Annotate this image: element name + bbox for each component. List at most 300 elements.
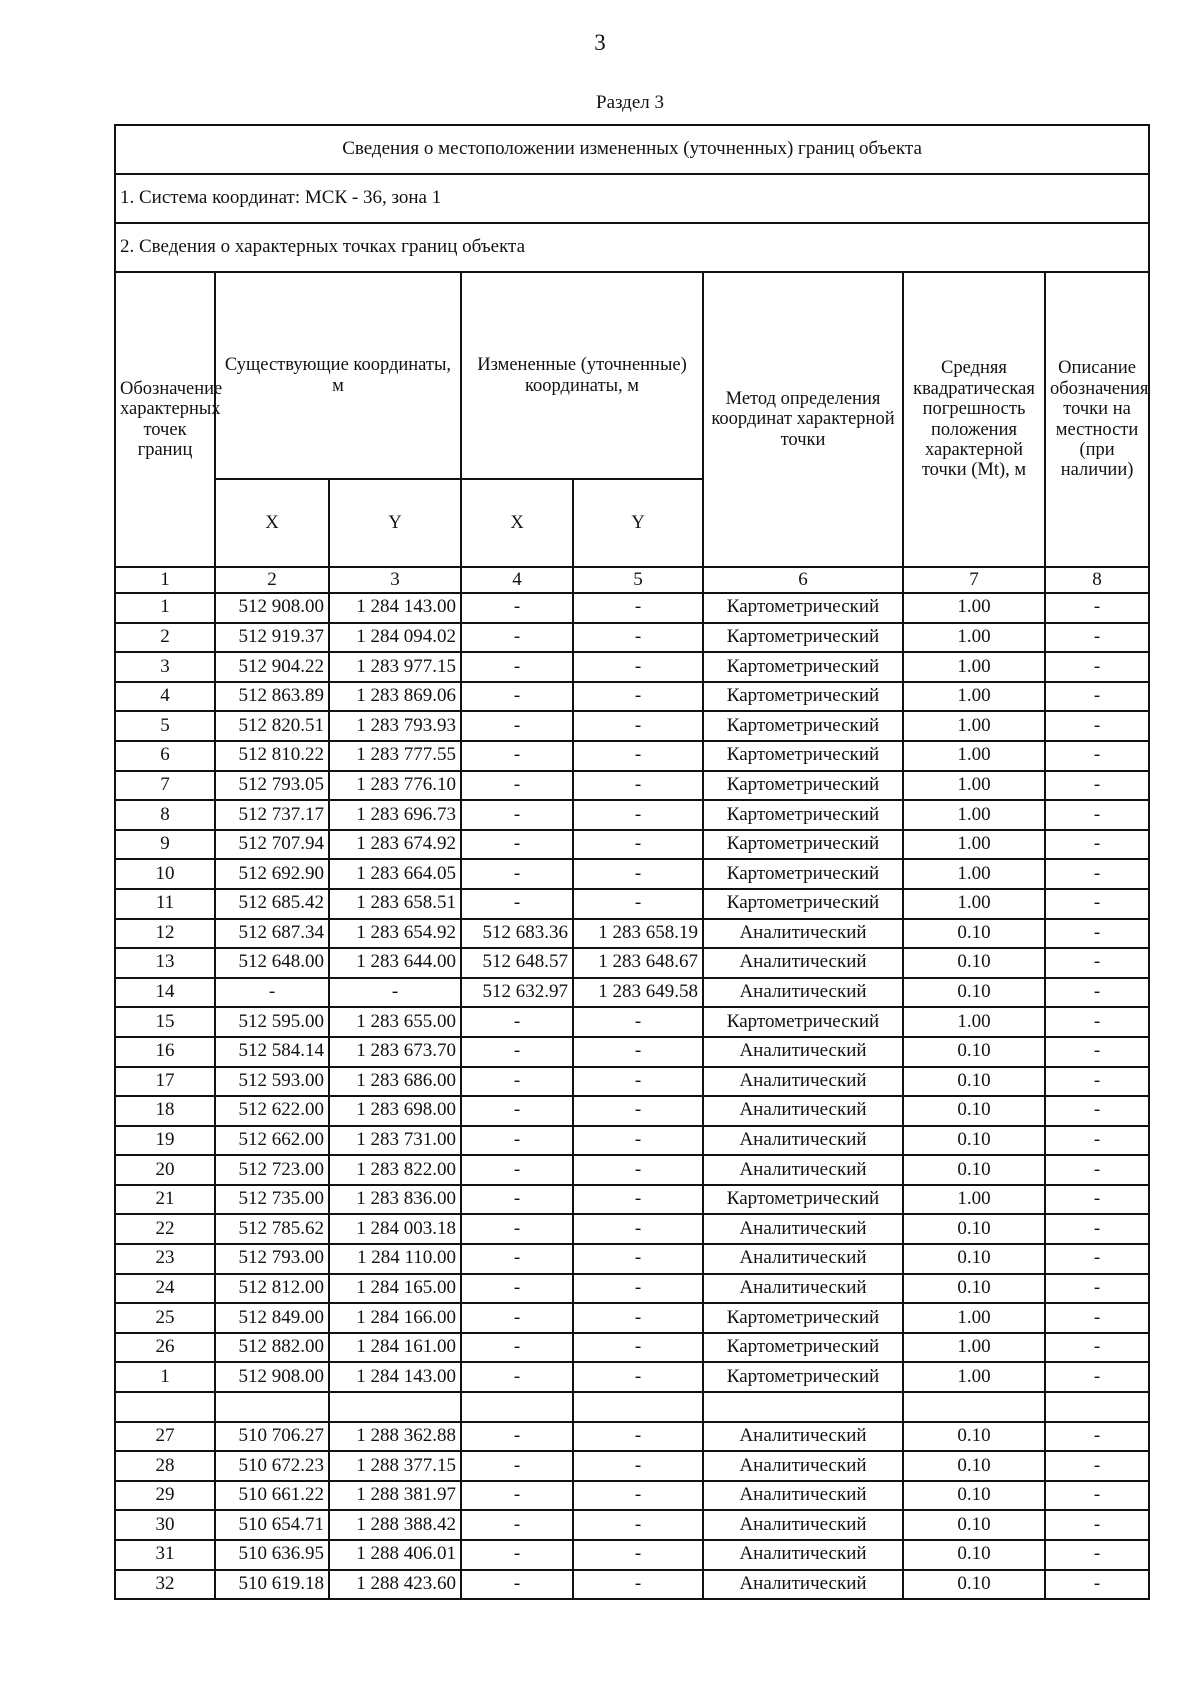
cell-method: Аналитический: [703, 1510, 903, 1540]
cell-existing-x: 512 793.00: [215, 1244, 329, 1274]
table-row: [115, 1155, 1149, 1185]
cell-accuracy: 0.10: [903, 1274, 1045, 1304]
cell-changed-y: -: [573, 1451, 703, 1481]
cell-changed-y: [573, 1392, 703, 1422]
cell-changed-y: -: [573, 1155, 703, 1185]
cell-method: Картометрический: [703, 1007, 903, 1037]
cell-description: -: [1045, 1155, 1149, 1185]
cell-existing-x: 512 595.00: [215, 1007, 329, 1037]
cell-changed-y: -: [573, 623, 703, 653]
cell-existing-y: 1 283 731.00: [329, 1126, 461, 1156]
cell-point-number: 3: [115, 652, 215, 682]
table-row: [115, 978, 1149, 1008]
cell-point-number: 30: [115, 1510, 215, 1540]
cell-accuracy: 0.10: [903, 1067, 1045, 1097]
cell-changed-x: -: [461, 800, 573, 830]
cell-point-number: 14: [115, 978, 215, 1008]
cell-existing-x: 512 908.00: [215, 1362, 329, 1392]
cell-existing-y: 1 284 094.02: [329, 623, 461, 653]
table-row: [115, 1333, 1149, 1363]
cell-changed-y: -: [573, 1274, 703, 1304]
cell-changed-x: -: [461, 711, 573, 741]
cell-accuracy: 0.10: [903, 1214, 1045, 1244]
cell-accuracy: 1.00: [903, 1303, 1045, 1333]
cell-accuracy: 1.00: [903, 830, 1045, 860]
cell-existing-y: 1 288 423.60: [329, 1570, 461, 1600]
cell-existing-y: 1 284 165.00: [329, 1274, 461, 1304]
cell-changed-y: -: [573, 889, 703, 919]
cell-description: -: [1045, 948, 1149, 978]
cell-changed-y: -: [573, 1570, 703, 1600]
cell-existing-x: 512 785.62: [215, 1214, 329, 1244]
cell-changed-x: -: [461, 1540, 573, 1570]
cell-method: Картометрический: [703, 711, 903, 741]
cell-description: -: [1045, 711, 1149, 741]
cell-description: -: [1045, 1037, 1149, 1067]
table-row: [115, 1570, 1149, 1600]
table-row: [115, 1274, 1149, 1304]
cell-existing-y: 1 288 406.01: [329, 1540, 461, 1570]
cell-changed-x: -: [461, 1126, 573, 1156]
cell-changed-x: -: [461, 1274, 573, 1304]
cell-point-number: 8: [115, 800, 215, 830]
cell-method: Картометрический: [703, 623, 903, 653]
column-number: 1: [115, 567, 215, 593]
table-row: [115, 1185, 1149, 1215]
header-changed: Измененные (уточненные) координаты, м: [461, 272, 703, 479]
cell-point-number: 2: [115, 623, 215, 653]
cell-point-number: 11: [115, 889, 215, 919]
cell-accuracy: 0.10: [903, 1126, 1045, 1156]
cell-existing-y: 1 283 664.05: [329, 859, 461, 889]
cell-point-number: 27: [115, 1422, 215, 1452]
cell-changed-x: -: [461, 1422, 573, 1452]
cell-existing-y: 1 283 793.93: [329, 711, 461, 741]
cell-existing-y: 1 284 161.00: [329, 1333, 461, 1363]
cell-existing-x: 510 661.22: [215, 1481, 329, 1511]
cell-changed-y: -: [573, 1037, 703, 1067]
cell-existing-x: 510 636.95: [215, 1540, 329, 1570]
cell-method: Картометрический: [703, 800, 903, 830]
cell-method: Картометрический: [703, 830, 903, 860]
cell-accuracy: 0.10: [903, 1244, 1045, 1274]
cell-existing-x: 512 687.34: [215, 919, 329, 949]
table-row: [115, 711, 1149, 741]
page-number: 3: [594, 30, 606, 55]
section-label: Раздел 3: [596, 92, 664, 113]
cell-method: Картометрический: [703, 1333, 903, 1363]
cell-accuracy: 1.00: [903, 1007, 1045, 1037]
column-number: 3: [329, 567, 461, 593]
table-row: [115, 1362, 1149, 1392]
cell-method: Картометрический: [703, 652, 903, 682]
cell-existing-y: 1 288 362.88: [329, 1422, 461, 1452]
cell-existing-x: 510 619.18: [215, 1570, 329, 1600]
cell-changed-x: -: [461, 1303, 573, 1333]
cell-existing-x: 512 812.00: [215, 1274, 329, 1304]
cell-point-number: 15: [115, 1007, 215, 1037]
column-number: 7: [903, 567, 1045, 593]
cell-existing-y: 1 283 698.00: [329, 1096, 461, 1126]
cell-method: Аналитический: [703, 1096, 903, 1126]
cell-changed-x: -: [461, 889, 573, 919]
cell-description: -: [1045, 1451, 1149, 1481]
cell-point-number: [115, 1392, 215, 1422]
table-row: [115, 1451, 1149, 1481]
cell-point-number: 1: [115, 593, 215, 623]
cell-existing-x: 512 584.14: [215, 1037, 329, 1067]
column-number: 6: [703, 567, 903, 593]
header-existing-x: X: [215, 479, 329, 567]
cell-accuracy: 1.00: [903, 652, 1045, 682]
cell-point-number: 22: [115, 1214, 215, 1244]
cell-description: -: [1045, 623, 1149, 653]
table-row: [115, 889, 1149, 919]
coord-system: 1. Система координат: МСК - 36, зона 1: [115, 174, 1149, 223]
cell-accuracy: 1.00: [903, 889, 1045, 919]
cell-method: Аналитический: [703, 1570, 903, 1600]
table-row: [115, 771, 1149, 801]
cell-accuracy: 0.10: [903, 919, 1045, 949]
cell-method: Картометрический: [703, 771, 903, 801]
table-row: [115, 800, 1149, 830]
cell-changed-y: -: [573, 1214, 703, 1244]
cell-existing-x: 512 692.90: [215, 859, 329, 889]
cell-changed-y: -: [573, 800, 703, 830]
header-changed-x: X: [461, 479, 573, 567]
header-changed-y: Y: [573, 479, 703, 567]
cell-accuracy: 1.00: [903, 771, 1045, 801]
cell-method: Картометрический: [703, 1185, 903, 1215]
cell-existing-x: 512 737.17: [215, 800, 329, 830]
cell-description: -: [1045, 771, 1149, 801]
cell-changed-x: -: [461, 1067, 573, 1097]
cell-method: Аналитический: [703, 1067, 903, 1097]
table-row: [115, 1422, 1149, 1452]
cell-changed-x: -: [461, 1185, 573, 1215]
cell-method: Аналитический: [703, 978, 903, 1008]
cell-existing-y: 1 283 686.00: [329, 1067, 461, 1097]
cell-description: -: [1045, 1333, 1149, 1363]
cell-method: [703, 1392, 903, 1422]
cell-changed-x: -: [461, 1037, 573, 1067]
cell-description: -: [1045, 1303, 1149, 1333]
cell-accuracy: 1.00: [903, 682, 1045, 712]
cell-point-number: 1: [115, 1362, 215, 1392]
header-existing: Существующие координаты, м: [215, 272, 461, 479]
cell-description: -: [1045, 919, 1149, 949]
cell-existing-y: 1 283 869.06: [329, 682, 461, 712]
table-title: Сведения о местоположении измененных (уточненных) границ объекта: [115, 125, 1149, 174]
cell-point-number: 32: [115, 1570, 215, 1600]
cell-changed-y: -: [573, 1422, 703, 1452]
header-method: Метод определения координат характерной точки: [703, 272, 903, 567]
cell-changed-x: 512 632.97: [461, 978, 573, 1008]
cell-description: -: [1045, 978, 1149, 1008]
cell-point-number: 21: [115, 1185, 215, 1215]
cell-changed-y: -: [573, 1540, 703, 1570]
cell-description: -: [1045, 1007, 1149, 1037]
table-row: [115, 1037, 1149, 1067]
table-row: [115, 1244, 1149, 1274]
cell-changed-y: 1 283 658.19: [573, 919, 703, 949]
cell-method: Аналитический: [703, 1155, 903, 1185]
cell-method: Аналитический: [703, 1481, 903, 1511]
cell-changed-x: -: [461, 1244, 573, 1274]
cell-changed-y: -: [573, 1510, 703, 1540]
cell-changed-y: -: [573, 771, 703, 801]
cell-description: -: [1045, 1481, 1149, 1511]
cell-method: Аналитический: [703, 1244, 903, 1274]
cell-changed-x: -: [461, 1451, 573, 1481]
cell-existing-x: 512 648.00: [215, 948, 329, 978]
cell-point-number: 25: [115, 1303, 215, 1333]
cell-changed-y: -: [573, 593, 703, 623]
cell-accuracy: 0.10: [903, 1096, 1045, 1126]
cell-accuracy: 0.10: [903, 1570, 1045, 1600]
cell-method: Картометрический: [703, 859, 903, 889]
cell-point-number: 5: [115, 711, 215, 741]
cell-method: Картометрический: [703, 593, 903, 623]
cell-existing-y: 1 283 836.00: [329, 1185, 461, 1215]
cell-point-number: 29: [115, 1481, 215, 1511]
cell-description: -: [1045, 1362, 1149, 1392]
cell-point-number: 19: [115, 1126, 215, 1156]
cell-changed-y: -: [573, 652, 703, 682]
table-row: [115, 1214, 1149, 1244]
cell-accuracy: 1.00: [903, 1362, 1045, 1392]
cell-changed-x: -: [461, 830, 573, 860]
table-row: [115, 1096, 1149, 1126]
table-row: [115, 1126, 1149, 1156]
cell-description: -: [1045, 1570, 1149, 1600]
points-heading: 2. Сведения о характерных точках границ объекта: [115, 223, 1149, 272]
cell-method: Аналитический: [703, 1126, 903, 1156]
cell-description: -: [1045, 652, 1149, 682]
cell-existing-x: 512 882.00: [215, 1333, 329, 1363]
cell-existing-y: -: [329, 978, 461, 1008]
cell-existing-x: 512 919.37: [215, 623, 329, 653]
header-accuracy: Средняя квадратическая погрешность положения характерной точки (Mt), м: [903, 272, 1045, 567]
cell-accuracy: 0.10: [903, 978, 1045, 1008]
cell-changed-y: -: [573, 830, 703, 860]
cell-description: -: [1045, 1067, 1149, 1097]
cell-method: Аналитический: [703, 1422, 903, 1452]
table-row: [115, 830, 1149, 860]
cell-existing-x: 512 622.00: [215, 1096, 329, 1126]
column-numbers-row: [115, 567, 1149, 593]
table-row: [115, 1481, 1149, 1511]
cell-existing-y: 1 283 673.70: [329, 1037, 461, 1067]
cell-existing-x: 512 723.00: [215, 1155, 329, 1185]
cell-existing-x: 512 908.00: [215, 593, 329, 623]
cell-changed-y: -: [573, 1185, 703, 1215]
cell-accuracy: 0.10: [903, 1155, 1045, 1185]
cell-existing-x: 510 672.23: [215, 1451, 329, 1481]
cell-point-number: 16: [115, 1037, 215, 1067]
cell-changed-x: -: [461, 1007, 573, 1037]
table-row: [115, 623, 1149, 653]
table-row: [115, 1303, 1149, 1333]
column-number: 8: [1045, 567, 1149, 593]
cell-existing-x: 512 849.00: [215, 1303, 329, 1333]
cell-method: Картометрический: [703, 889, 903, 919]
column-number: 2: [215, 567, 329, 593]
cell-accuracy: 1.00: [903, 593, 1045, 623]
table-row: [115, 1510, 1149, 1540]
cell-changed-x: 512 648.57: [461, 948, 573, 978]
header-existing-y: Y: [329, 479, 461, 567]
cell-accuracy: 1.00: [903, 859, 1045, 889]
table-row: [115, 859, 1149, 889]
cell-changed-x: -: [461, 623, 573, 653]
cell-existing-y: 1 284 166.00: [329, 1303, 461, 1333]
cell-accuracy: 1.00: [903, 623, 1045, 653]
cell-existing-x: 512 685.42: [215, 889, 329, 919]
cell-changed-y: -: [573, 711, 703, 741]
cell-accuracy: [903, 1392, 1045, 1422]
cell-changed-x: -: [461, 741, 573, 771]
cell-changed-y: -: [573, 1481, 703, 1511]
cell-point-number: 24: [115, 1274, 215, 1304]
cell-description: -: [1045, 859, 1149, 889]
cell-accuracy: 1.00: [903, 1185, 1045, 1215]
cell-accuracy: 1.00: [903, 711, 1045, 741]
cell-changed-x: -: [461, 682, 573, 712]
cell-changed-y: 1 283 649.58: [573, 978, 703, 1008]
cell-point-number: 4: [115, 682, 215, 712]
table-row: [115, 1007, 1149, 1037]
cell-method: Картометрический: [703, 1362, 903, 1392]
table-row: [115, 919, 1149, 949]
cell-changed-y: -: [573, 1067, 703, 1097]
cell-description: -: [1045, 1126, 1149, 1156]
cell-changed-x: -: [461, 1333, 573, 1363]
cell-accuracy: 0.10: [903, 1037, 1045, 1067]
cell-changed-y: -: [573, 682, 703, 712]
cell-accuracy: 1.00: [903, 800, 1045, 830]
cell-accuracy: 1.00: [903, 1333, 1045, 1363]
cell-existing-y: 1 284 003.18: [329, 1214, 461, 1244]
cell-changed-x: -: [461, 1096, 573, 1126]
cell-changed-y: -: [573, 1126, 703, 1156]
cell-changed-y: -: [573, 1244, 703, 1274]
cell-point-number: 17: [115, 1067, 215, 1097]
cell-point-number: 20: [115, 1155, 215, 1185]
cell-existing-x: 512 707.94: [215, 830, 329, 860]
cell-existing-y: 1 283 655.00: [329, 1007, 461, 1037]
cell-changed-x: -: [461, 1481, 573, 1511]
cell-method: Аналитический: [703, 1274, 903, 1304]
cell-existing-y: 1 283 674.92: [329, 830, 461, 860]
cell-changed-y: -: [573, 1303, 703, 1333]
cell-description: [1045, 1392, 1149, 1422]
cell-existing-y: 1 283 654.92: [329, 919, 461, 949]
cell-existing-x: 512 662.00: [215, 1126, 329, 1156]
cell-point-number: 31: [115, 1540, 215, 1570]
cell-changed-y: -: [573, 1007, 703, 1037]
cell-method: Картометрический: [703, 741, 903, 771]
cell-description: -: [1045, 1274, 1149, 1304]
cell-existing-y: 1 283 644.00: [329, 948, 461, 978]
cell-changed-x: -: [461, 771, 573, 801]
cell-method: Аналитический: [703, 1214, 903, 1244]
cell-existing-y: 1 283 822.00: [329, 1155, 461, 1185]
cell-description: -: [1045, 593, 1149, 623]
cell-existing-x: 512 863.89: [215, 682, 329, 712]
cell-description: -: [1045, 1185, 1149, 1215]
cell-description: -: [1045, 741, 1149, 771]
cell-changed-y: -: [573, 1096, 703, 1126]
cell-existing-x: 512 793.05: [215, 771, 329, 801]
column-number: 5: [573, 567, 703, 593]
cell-changed-y: -: [573, 1362, 703, 1392]
cell-accuracy: 0.10: [903, 1422, 1045, 1452]
cell-changed-x: [461, 1392, 573, 1422]
cell-method: Аналитический: [703, 919, 903, 949]
table-row: [115, 948, 1149, 978]
cell-changed-y: 1 283 648.67: [573, 948, 703, 978]
cell-accuracy: 0.10: [903, 1481, 1045, 1511]
cell-point-number: 13: [115, 948, 215, 978]
table-row: [115, 652, 1149, 682]
cell-existing-x: 512 593.00: [215, 1067, 329, 1097]
column-number: 4: [461, 567, 573, 593]
cell-method: Аналитический: [703, 948, 903, 978]
table-row: [115, 593, 1149, 623]
cell-point-number: 12: [115, 919, 215, 949]
cell-existing-y: 1 284 110.00: [329, 1244, 461, 1274]
cell-accuracy: 0.10: [903, 948, 1045, 978]
cell-changed-x: -: [461, 652, 573, 682]
cell-changed-y: -: [573, 741, 703, 771]
cell-existing-y: [329, 1392, 461, 1422]
cell-existing-x: 512 735.00: [215, 1185, 329, 1215]
cell-changed-y: -: [573, 859, 703, 889]
cell-existing-x: 512 904.22: [215, 652, 329, 682]
cell-changed-x: -: [461, 859, 573, 889]
cell-point-number: 9: [115, 830, 215, 860]
table-row: [115, 1540, 1149, 1570]
cell-changed-x: -: [461, 1362, 573, 1392]
cell-method: Аналитический: [703, 1037, 903, 1067]
cell-point-number: 23: [115, 1244, 215, 1274]
cell-changed-x: -: [461, 1510, 573, 1540]
cell-accuracy: 0.10: [903, 1510, 1045, 1540]
cell-accuracy: 0.10: [903, 1451, 1045, 1481]
cell-accuracy: 0.10: [903, 1540, 1045, 1570]
cell-existing-y: 1 283 977.15: [329, 652, 461, 682]
header-designation: Обозначение характерных точек границ: [115, 272, 215, 567]
cell-method: Картометрический: [703, 1303, 903, 1333]
cell-existing-y: 1 284 143.00: [329, 593, 461, 623]
cell-existing-y: 1 283 777.55: [329, 741, 461, 771]
cell-changed-x: 512 683.36: [461, 919, 573, 949]
cell-existing-y: 1 283 658.51: [329, 889, 461, 919]
cell-description: -: [1045, 800, 1149, 830]
cell-changed-y: -: [573, 1333, 703, 1363]
cell-changed-x: -: [461, 1214, 573, 1244]
cell-point-number: 7: [115, 771, 215, 801]
cell-description: -: [1045, 1540, 1149, 1570]
table-row: [115, 1067, 1149, 1097]
cell-accuracy: 1.00: [903, 741, 1045, 771]
cell-point-number: 26: [115, 1333, 215, 1363]
cell-description: -: [1045, 682, 1149, 712]
cell-point-number: 6: [115, 741, 215, 771]
cell-description: -: [1045, 889, 1149, 919]
cell-existing-y: 1 283 696.73: [329, 800, 461, 830]
